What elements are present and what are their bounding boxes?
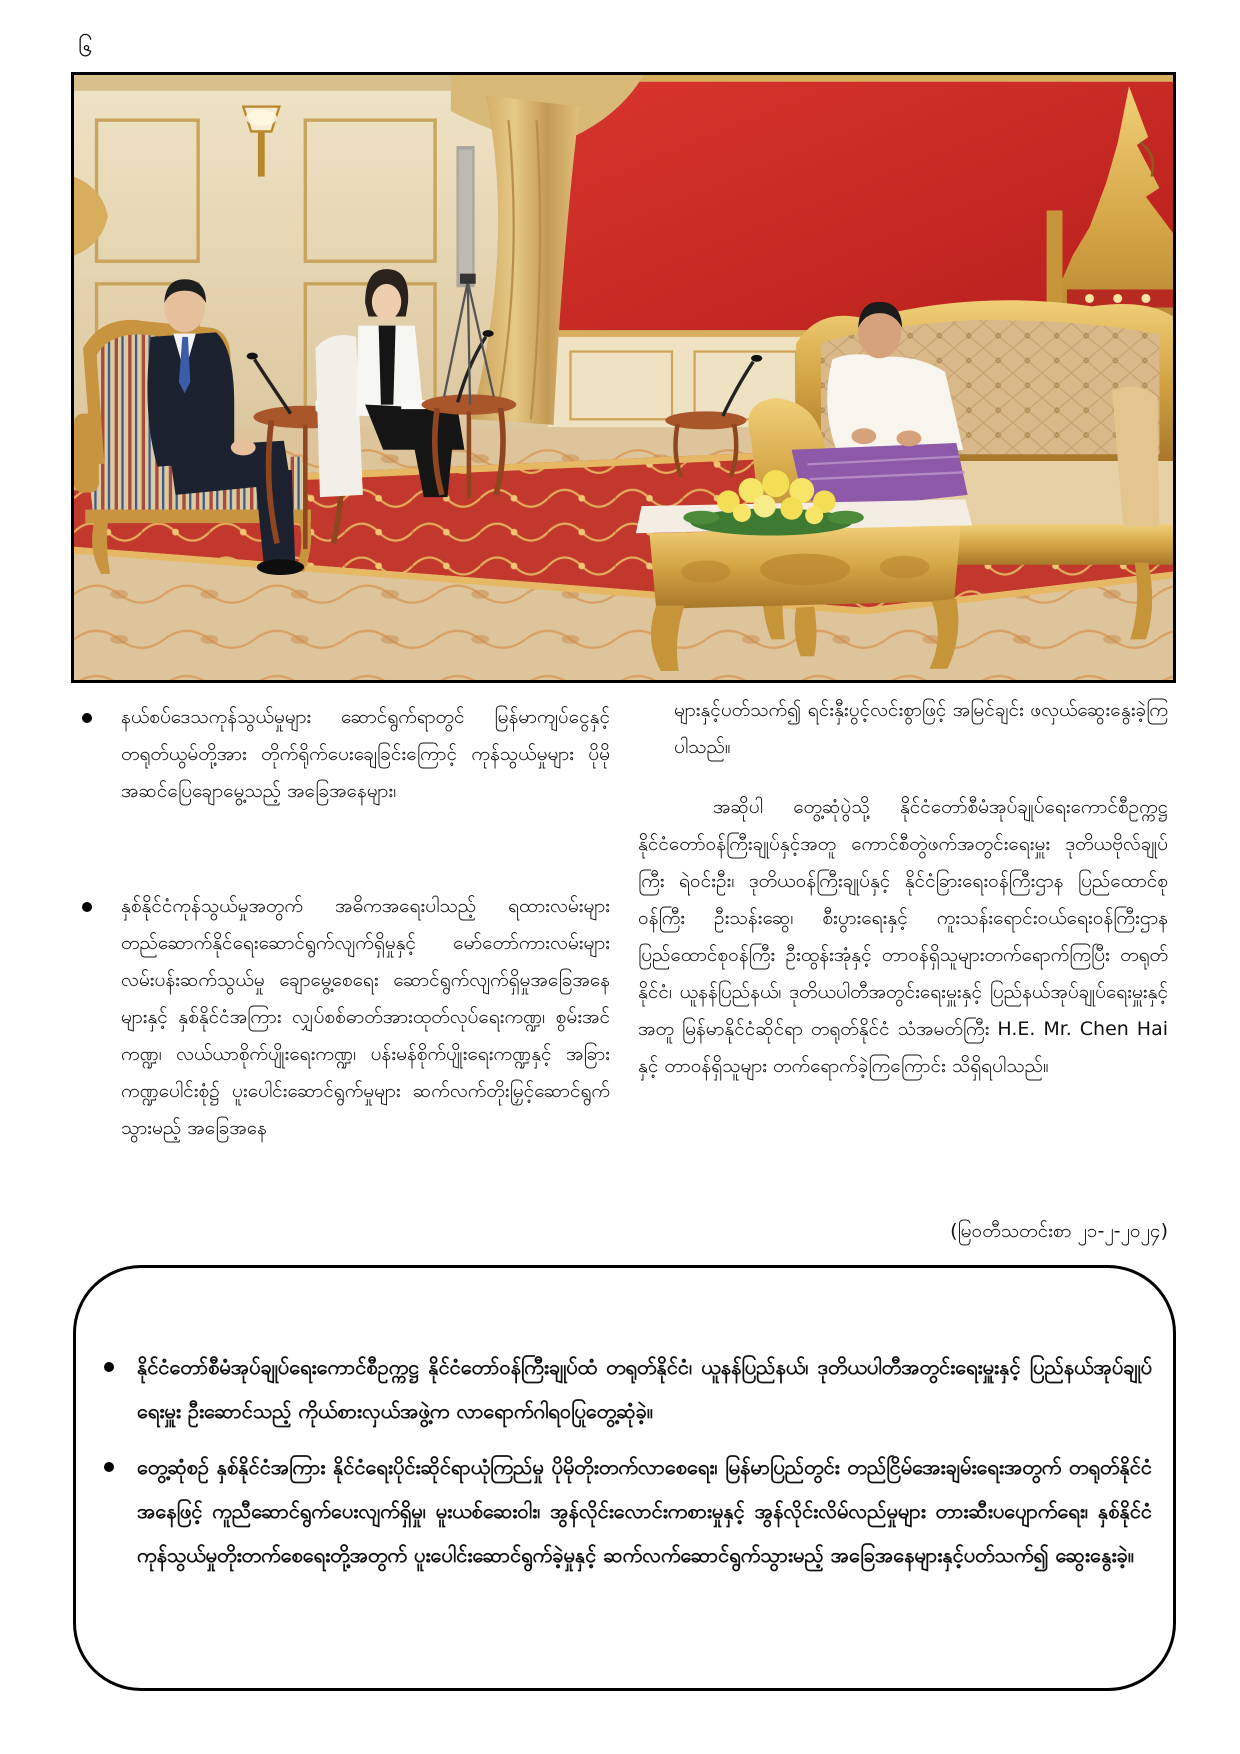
summary-bullet-2: တွေ့ဆုံစဉ် နှစ်နိုင်ငံအကြား နိုင်ငံရေးပိုင်းဆိုင်ရာယုံကြည်မှု ပိုမိုတိုးတက်လာစေရေး၊ မြန်မာပြည်တွင်း တည်ငြိမ်အေးချမ်းရေးအတွက် တရုတ်နိုင်ငံအနေဖြင့် ကူညီဆောင်ရွက်ပေးလျက်ရှိမှု၊ မူးယစ်ဆေးဝါး၊ အွန်လိုင်းလောင်းကစားမှုနှင့် အွန်လိုင်းလိမ်လည်မှုများ တားဆီးပပျောက်ရေး၊ နှစ်နိုင်ငံကုန်သွယ်မှုတိုးတက်စေရေးတို့အတွက် ပူးပေါင်းဆောင်ရွက်ခဲ့မှုနှင့် ဆက်လက်ဆောင်ရွက်သွားမည့် အခြေအနေများနှင့်ပတ်သက်၍ ဆွေးနွေးခဲ့။ [137,1455,1152,1567]
bullet-dot [82,902,92,912]
bullet-continuation: များနှင့်ပတ်သက်၍ ရင်းနှီးပွင့်လင်းစွာဖြင့် အမြင်ချင်း ဖလှယ်ဆွေးနွေးခဲ့ကြပါသည်။ [674,699,1168,758]
left-bullet-2: နှစ်နိုင်ငံကုန်သွယ်မှုအတွက် အဓိကအရေးပါသည့် ရထားလမ်းများ တည်ဆောက်နိုင်ရေးဆောင်ရွက်လျက်ရှိမှုနှင့် မော်တော်ကားလမ်းများ လမ်းပန်းဆက်သွယ်မှု ချောမွေ့စေရေး ဆောင်ရွက်လျက်ရှိမှုအခြေအနေများနှင့် နှစ်နိုင်ငံအကြား လျှပ်စစ်ဓာတ်အားထုတ်လုပ်ရေးကဏ္ဍ၊ စွမ်းအင်ကဏ္ဍ၊ လယ်ယာစိုက်ပျိုးရေးကဏ္ဍ၊ ပန်းမန်စိုက်ပျိုးရေးကဏ္ဍနှင့် အခြားကဏ္ဍပေါင်းစုံ၌ ပူးပေါင်းဆောင်ရွက်မှုများ ဆက်လက်တိုးမြှင့်ဆောင်ရွက်သွားမည့် အခြေအနေ [121,895,610,1139]
source-citation: (မြဝတီသတင်းစာ ၂၁-၂-၂၀၂၄) [950,1220,1168,1242]
page-number: ၆ [78,33,93,63]
left-bullet-1: နယ်စပ်ဒေသကုန်သွယ်မှုများ ဆောင်ရွက်ရာတွင် မြန်မာကျပ်ငွေနှင့် တရုတ်ယွမ်တို့အား တိုက်ရိုက်ပေးချေခြင်းကြောင့် ကုန်သွယ်မှုများ ပိုမိုအဆင်ပြေချောမွေ့သည့် အခြေအနေများ၊ [121,706,610,802]
photo [71,72,1176,683]
body-paragraph: အဆိုပါ တွေ့ဆုံပွဲသို့ နိုင်ငံတော်စီမံအုပ်ချုပ်ရေးကောင်စီဥက္ကဋ္ဌ နိုင်ငံတော်ဝန်ကြီးချုပ်နှင့်အတူ ကောင်စီတွဲဖက်အတွင်းရေးမှူး ဒုတိယဗိုလ်ချုပ်ကြီး ရဲဝင်းဦး၊ ဒုတိယဝန်ကြီးချုပ်နှင့် နိုင်ငံခြားရေးဝန်ကြီးဌာန ပြည်ထောင်စုဝန်ကြီး ဦးသန်းဆွေ၊ စီးပွားရေးနှင့် ကူးသန်းရောင်းဝယ်ရေးဝန်ကြီးဌာန ပြည်ထောင်စုဝန်ကြီး ဦးထွန်းအုံနှင့် တာဝန်ရှိသူများတက်ရောက်ကြပြီး တရုတ်နိုင်ငံ၊ ယူနန်ပြည်နယ်၊ ဒုတိယပါတီအတွင်းရေးမှူးနှင့် ပြည်နယ်အုပ်ချုပ်ရေးမှူးနှင့်အတူ မြန်မာနိုင်ငံဆိုင်ရာ တရုတ်နိုင်ငံ သံအမတ်ကြီး H.E. Mr. Chen Hai နှင့် တာဝန်ရှိသူများ တက်ရောက်ခဲ့ကြကြောင်း သိရှိရပါသည်။ [638,796,1168,1077]
bullet-dot [104,1362,114,1372]
bullet-dot [82,713,92,723]
summary-bullet-1: နိုင်ငံတော်စီမံအုပ်ချုပ်ရေးကောင်စီဥက္ကဋ္ဌ နိုင်ငံတော်ဝန်ကြီးချုပ်ထံ တရုတ်နိုင်ငံ၊ ယူနန်ပြည်နယ်၊ ဒုတိယပါတီအတွင်းရေးမှူးနှင့် ပြည်နယ်အုပ်ချုပ်ရေးမှူး ဦးဆောင်သည့် ကိုယ်စားလှယ်အဖွဲ့က လာရောက်ဂါရဝပြုတွေ့ဆုံခဲ့။ [137,1355,1152,1423]
bullet-dot [104,1462,114,1472]
